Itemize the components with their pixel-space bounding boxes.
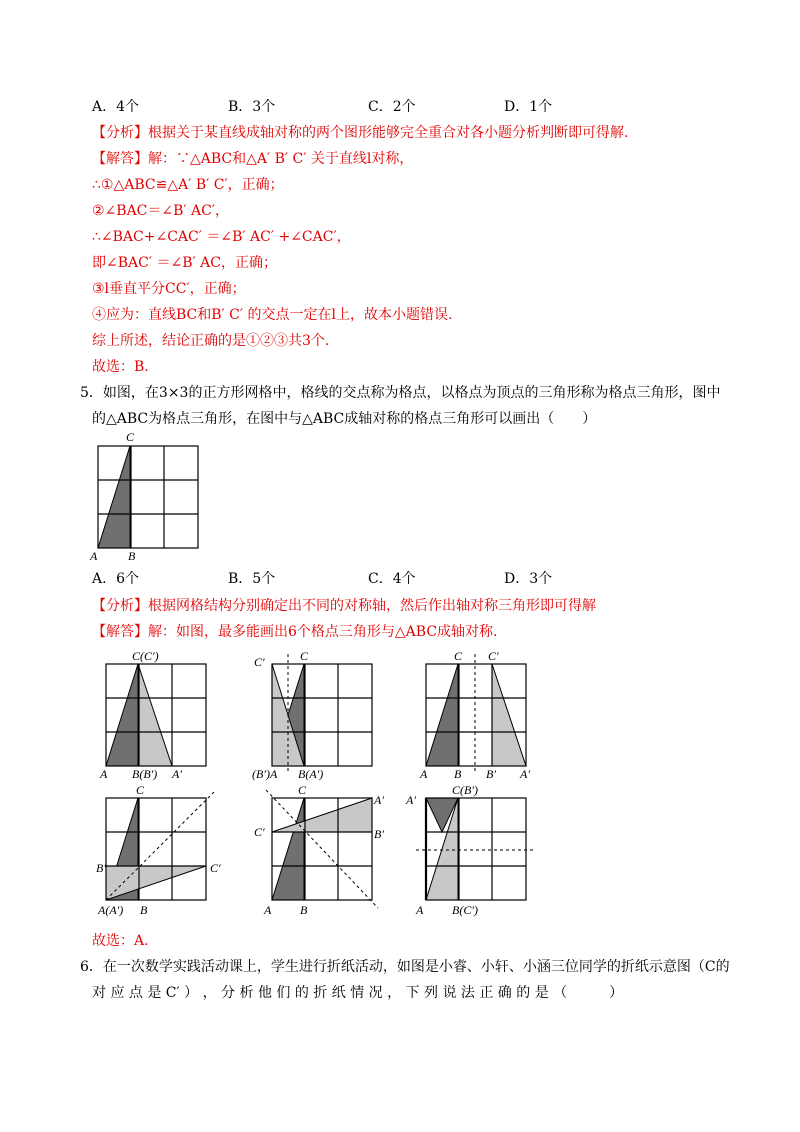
- label-c: C: [126, 430, 135, 444]
- f2-label-b: B(A′): [298, 767, 324, 781]
- q5-stem-line2: 的△ABC为格点三角形，在图中与△ABC成轴对称的格点三角形可以画出（ ）: [92, 411, 597, 427]
- q4-step-3: ∴∠BAC+∠CAC′ ＝∠B′ AC′ +∠CAC′，: [92, 229, 351, 245]
- q5-option-d: D．3个: [504, 571, 553, 587]
- f1-label-b: B(B′): [132, 767, 158, 781]
- f6-label-a: A: [416, 903, 424, 917]
- q5-stem-line1: 5．如图，在3×3的正方形网格中，格线的交点称为格点，以格点为顶点的三角形称为格点三角形，图中: [80, 385, 721, 401]
- label-a: A: [90, 549, 98, 563]
- q4-step-4: 即∠BAC′ ＝∠B′ AC，正确；: [92, 255, 277, 271]
- q6-stem-line1: 6．在一次数学实践活动课上，学生进行折纸活动，如图是小睿、小轩、小涵三位同学的折纸示意图（C的: [80, 959, 730, 975]
- q5-analysis: 【分析】根据网格结构分别确定出不同的对称轴，然后作出轴对称三角形即可得解: [92, 598, 596, 614]
- f6-label-c: C(B′): [452, 783, 478, 797]
- label-b: B: [128, 549, 136, 563]
- f3-label-c: C: [454, 649, 463, 663]
- q4-summary: 综上所述，结论正确的是①②③共3个.: [92, 333, 330, 349]
- f5-label-b: B: [300, 903, 308, 917]
- f4-label-c-prime: C′: [210, 861, 221, 875]
- q4-step-5: ③l垂直平分CC′，正确；: [92, 281, 246, 297]
- q5-solution-figure-3: [416, 646, 546, 784]
- f5-label-c-prime: C′: [254, 825, 265, 839]
- f2-label-c-prime: C′: [254, 655, 265, 669]
- q5-option-b: B．5个: [228, 571, 276, 587]
- f3-label-a: A: [420, 767, 428, 781]
- f4-label-b-prime: B′: [96, 861, 106, 875]
- q4-option-b: B．3个: [228, 99, 276, 115]
- q5-solution-figure-4: [96, 780, 226, 920]
- q4-option-c: C．2个: [368, 99, 416, 115]
- q5-option-a: A．6个: [92, 571, 140, 587]
- q4-option-a: A．4个: [92, 99, 140, 115]
- f6-label-b: B(C′): [452, 903, 478, 917]
- f4-label-b: B: [140, 903, 148, 917]
- q5-choice: 故选：A.: [92, 933, 149, 949]
- q4-analysis: 【分析】根据关于某直线成轴对称的两个图形能够完全重合对各小题分析判断即可得解.: [92, 125, 629, 141]
- q6-stem-line2: 对 应 点 是 C′ ） ， 分 析 他 们 的 折 纸 情 况 ， 下 列 说 法 正 确 的 是 （ ）: [92, 985, 624, 1001]
- q5-option-c: C．4个: [368, 571, 416, 587]
- q4-step-2: ②∠BAC＝∠B′ AC′，: [92, 203, 230, 219]
- f4-label-c: C: [136, 783, 145, 797]
- f3-label-c-prime: C′: [488, 649, 499, 663]
- q5-solution-figure-1: [96, 646, 216, 784]
- q4-step-1: ∴①△ABC≌△A′ B′ C′，正确；: [92, 177, 284, 193]
- triangle-abc: [98, 446, 130, 548]
- f1-label-a: A: [100, 767, 108, 781]
- f3-label-a-prime: A′: [520, 767, 530, 781]
- f3-label-b: B: [454, 767, 462, 781]
- f1-label-a-prime: A′: [172, 767, 182, 781]
- f5-label-c: C: [298, 783, 307, 797]
- q4-answer-intro: 【解答】解：∵△ABC和△A′ B′ C′ 关于直线l对称，: [92, 151, 414, 167]
- f5-label-a: A: [264, 903, 272, 917]
- f5-label-a-prime: A′: [374, 793, 384, 807]
- f2-label-a: (B′)A: [252, 767, 278, 781]
- q4-option-d: D．1个: [504, 99, 553, 115]
- q5-solution-figure-5: [252, 780, 392, 920]
- q5-answer: 【解答】解：如图，最多能画出6个格点三角形与△ABC成轴对称.: [92, 624, 498, 640]
- q5-solution-figure-2: [252, 646, 382, 784]
- f2-label-c: C: [300, 649, 309, 663]
- f6-label-a-prime: A′: [406, 793, 416, 807]
- f4-label-a: A(A′): [98, 903, 124, 917]
- f3-label-b-prime: B′: [486, 767, 496, 781]
- q5-solution-figure-6: [404, 780, 544, 920]
- q4-choice: 故选：B.: [92, 359, 149, 375]
- f5-label-b-prime: B′: [374, 827, 384, 841]
- q5-main-figure: [88, 428, 208, 564]
- q4-step-6: ④应为：直线BC和B′ C′ 的交点一定在l上，故本小题错误.: [92, 307, 453, 323]
- f1-label-c: C(C′): [132, 649, 159, 663]
